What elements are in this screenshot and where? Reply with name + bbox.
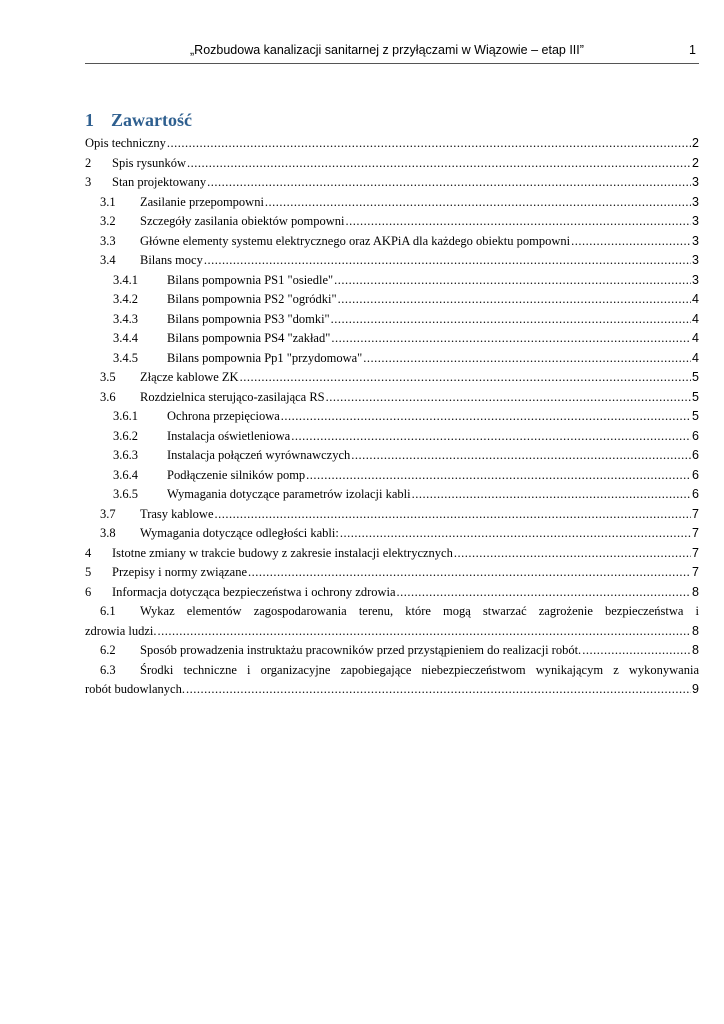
toc-entry-page: 6 [692,467,699,482]
toc-entry-page: 6 [692,428,699,443]
toc-entry-page: 3 [692,272,699,287]
toc-entry-title: Bilans pompownia PS3 "domki" [167,311,330,326]
toc-entry-title: Przepisy i normy związane [112,565,248,579]
toc-entry-title: Bilans pompownia PS4 "zakład" [167,331,331,345]
toc-entry-page: 7 [692,565,699,579]
toc-leader-dots [571,232,691,252]
toc-leader-dots [187,154,691,174]
toc-entry-number: 6.3 [100,662,116,677]
toc-entry-page: 8 [692,584,699,599]
toc-entry-number: 2 [85,155,92,170]
toc-entry[interactable] [85,583,699,603]
toc-entry-title: Instalacja oświetleniowa [167,428,291,443]
toc-entry[interactable] [85,661,699,700]
toc-entry[interactable] [85,524,699,544]
toc-entry[interactable] [85,563,699,583]
toc-entry-page: 8 [692,643,699,657]
toc-entry-page: 9 [692,682,699,696]
toc-entry-title: Instalacja połączeń wyrównawczych [167,448,351,462]
toc-entry-page: 4 [692,292,699,306]
toc-entry-title: Trasy kablowe [140,506,214,521]
toc-leader-dots [326,388,691,408]
toc-leader-dots [397,583,692,603]
toc-entry[interactable] [85,505,699,525]
toc-entry-number: 3.7 [100,506,116,521]
toc-leader-dots [331,329,691,349]
toc-entry-title: Istotne zmiany w trakcie budowy z zakresie instalacji elektrycznych [112,545,453,560]
toc-leader-dots [331,310,691,330]
toc-entry-title: Wykaz elementów zagospodarowania terenu, które mogą stwarzać zagrożenie bezpieczeństwa i [140,604,699,618]
toc-entry[interactable] [85,349,699,369]
toc-leader-dots [412,485,691,505]
toc-entry-page: 5 [692,370,699,384]
toc-entry-title: Bilans pompownia Pp1 "przydomowa" [167,350,363,365]
toc-entry[interactable] [85,427,699,447]
toc-entry-number: 3.2 [100,214,116,228]
toc-leader-dots [186,680,691,700]
toc-entry-title-continued: zdrowia ludzi. [85,623,157,638]
toc-entry-page: 3 [692,253,699,267]
toc-entry-number: 3.4.3 [113,311,138,326]
toc-entry-number: 3.1 [100,194,116,209]
toc-entry-number: 3.6.4 [113,467,138,482]
toc-entry-number: 3.4.4 [113,331,138,345]
toc-entry-number: 3.4.5 [113,350,138,365]
toc-heading-title: Zawartość [111,110,192,130]
toc-entry[interactable] [85,388,699,408]
toc-entry-title: Bilans mocy [140,253,203,267]
toc-entry-page: 5 [692,409,699,423]
toc-leader-dots [281,407,691,427]
toc-entry-page: 4 [692,311,699,326]
toc-entry-number: 3.4.2 [113,292,138,306]
toc-entry-title: Podłączenie silników pomp [167,467,306,482]
toc-entry-number: 6 [85,584,92,599]
toc-entry-title: Bilans pompownia PS2 "ogródki" [167,292,337,306]
table-of-contents [85,134,699,700]
toc-entry[interactable] [85,641,699,661]
toc-entry-page: 7 [692,545,699,560]
toc-entry[interactable] [85,212,699,232]
toc-entry-page: 7 [692,526,699,540]
toc-entry-number: 3.4 [100,253,116,267]
toc-entry-number: 6.1 [100,604,116,618]
toc-leader-dots [265,193,691,213]
toc-heading-number: 1 [85,110,94,130]
toc-leader-dots [306,466,691,486]
toc-entry-page: 2 [692,136,699,150]
toc-entry-number: 5 [85,565,92,579]
toc-entry-title: Stan projektowany [112,175,207,189]
toc-entry-number: 3.3 [100,233,116,248]
toc-leader-dots [363,349,691,369]
toc-leader-dots [248,563,691,583]
toc-entry-page: 8 [692,623,699,638]
toc-entry[interactable] [85,134,699,154]
toc-entry[interactable] [85,485,699,505]
toc-entry-page: 5 [692,389,699,404]
document-title: „Rozbudowa kanalizacji sanitarnej z przyłączami w Wiązowie – etap III” [190,43,584,57]
toc-entry[interactable] [85,368,699,388]
toc-entry-number: 6.2 [100,643,116,657]
toc-leader-dots [338,290,691,310]
toc-entry[interactable] [85,407,699,427]
toc-entry-title: Środki techniczne i organizacyjne zapobiegające niebezpieczeństwom wynikającym z wykonywania [140,662,699,677]
toc-entry[interactable] [85,544,699,564]
toc-leader-dots [240,368,691,388]
toc-entry-number: 3.8 [100,526,116,540]
toc-leader-dots [207,173,691,193]
toc-entry-title: Główne elementy systemu elektrycznego oraz AKPiA dla każdego obiektu pompowni [140,233,571,248]
toc-leader-dots [167,134,691,154]
toc-entry-number: 3.6 [100,389,116,404]
toc-entry-title: Szczegóły zasilania obiektów pompowni [140,214,345,228]
toc-entry-number: 3.5 [100,370,116,384]
toc-leader-dots [340,524,691,544]
toc-leader-dots [215,505,692,525]
toc-entry-title: Spis rysunków [112,155,186,170]
toc-entry-title: Opis techniczny [85,136,166,150]
toc-leader-dots [582,641,691,661]
toc-entry-title-continued: robót budowlanych. [85,682,185,696]
toc-entry-page: 3 [692,214,699,228]
toc-entry-page: 4 [692,331,699,345]
toc-entry-number: 3.4.1 [113,272,138,287]
toc-entry-title: Informacja dotycząca bezpieczeństwa i ochrony zdrowia [112,584,396,599]
toc-leader-dots [158,622,692,642]
toc-entry-number: 3.6.1 [113,409,138,423]
toc-entry[interactable] [85,193,699,213]
page-header [85,39,699,64]
toc-entry-page: 3 [692,233,699,248]
toc-entry[interactable] [85,173,699,193]
toc-entry-title: Złącze kablowe ZK [140,370,239,384]
toc-entry-page: 3 [692,194,699,209]
toc-entry[interactable] [85,251,699,271]
toc-entry-page: 7 [692,506,699,521]
toc-entry[interactable] [85,466,699,486]
toc-entry[interactable] [85,290,699,310]
toc-leader-dots [291,427,691,447]
toc-entry[interactable] [85,154,699,174]
toc-leader-dots [351,446,691,466]
toc-entry-title: Wymagania dotyczące odległości kabli: [140,526,339,540]
toc-entry-page: 2 [692,155,699,170]
toc-entry[interactable] [85,271,699,291]
toc-leader-dots [345,212,691,232]
toc-entry[interactable] [85,446,699,466]
toc-entry[interactable] [85,602,699,641]
toc-entry-number: 3.6.3 [113,448,138,462]
toc-entry-title: Zasilanie przepompowni [140,194,264,209]
toc-entry-title: Sposób prowadzenia instruktażu pracowników przed przystąpieniem do realizacji robót. [140,643,582,657]
toc-entry-page: 6 [692,448,699,462]
toc-entry[interactable] [85,310,699,330]
toc-entry-title: Wymagania dotyczące parametrów izolacji kabli [167,487,411,501]
toc-entry-title: Ochrona przepięciowa [167,409,280,423]
toc-entry-number: 3 [85,175,92,189]
page-number: 1 [689,43,696,57]
toc-entry-title: Bilans pompownia PS1 "osiedle" [167,272,334,287]
toc-entry[interactable] [85,232,699,252]
toc-leader-dots [454,544,691,564]
toc-entry-number: 4 [85,545,92,560]
toc-entry[interactable] [85,329,699,349]
toc-entry-page: 6 [692,487,699,501]
toc-entry-page: 3 [692,175,699,189]
toc-entry-number: 3.6.5 [113,487,138,501]
toc-entry-number: 3.6.2 [113,428,138,443]
toc-entry-page: 4 [692,350,699,365]
toc-entry-title: Rozdzielnica sterująco-zasilająca RS [140,389,325,404]
toc-leader-dots [204,251,691,271]
toc-heading [85,110,192,131]
toc-leader-dots [334,271,691,291]
